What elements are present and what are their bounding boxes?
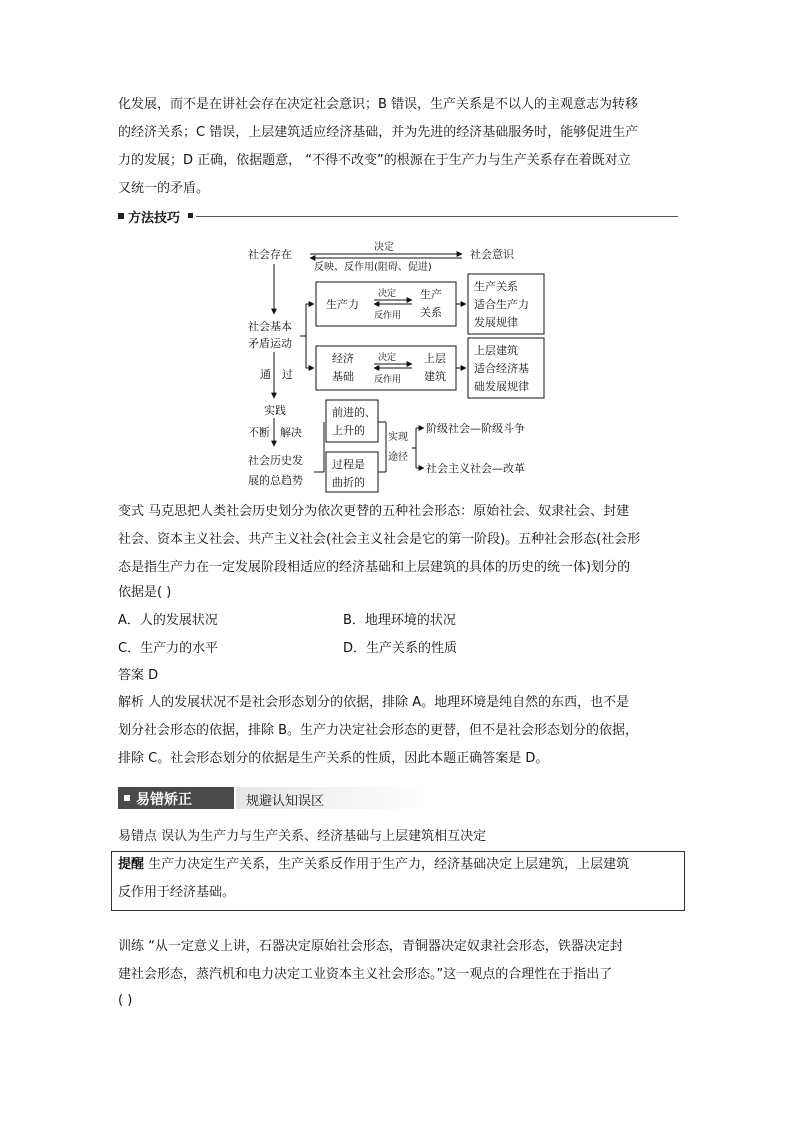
tortuous-2: 曲折的: [332, 476, 365, 489]
method-diagram: [240, 238, 560, 496]
banner-sub-label: 规避认知误区: [246, 794, 325, 809]
constantly-label: 不断: [248, 426, 270, 439]
tip-line-2: 反作用于经济基础。: [118, 885, 236, 900]
social-consciousness-label: 社会意识: [470, 248, 514, 261]
react-small-1: 反作用: [374, 311, 402, 321]
intro-line-1: 化发展，而不是在讲社会存在决定社会意识；B 错误，生产关系是不以人的主观意志为转移: [118, 97, 639, 112]
productive-forces-label: 生产力: [326, 298, 359, 311]
option-b: B．地理环境的状况: [343, 613, 456, 628]
variant-line-4: 依据是( ): [118, 585, 172, 600]
law2-1: 上层建筑: [474, 344, 518, 357]
method-section-header: [118, 207, 678, 225]
realize-1: 实现: [388, 432, 408, 443]
practice-label: 实践: [264, 404, 286, 417]
answer-line: 答案 D: [118, 668, 159, 683]
tip-line-1: [118, 856, 629, 874]
super-2: 建筑: [424, 370, 446, 383]
tortuous-1: 过程是: [332, 458, 365, 471]
law1-3: 发展规律: [474, 316, 518, 329]
banner-sub: [236, 787, 430, 809]
tip-box: [111, 851, 685, 911]
training-line-3: ( ): [118, 993, 133, 1008]
header-rule: [196, 216, 678, 217]
training-line-1: 训练 “从一定意义上讲，石器决定原始社会形态，青铜器决定奴隶社会形态，铁器决定封: [118, 939, 623, 954]
tip-text-1: 生产力决定生产关系，生产关系反作用于生产力，经济基础决定上层建筑，上层建筑: [144, 857, 630, 872]
law2-3: 础发展规律: [474, 380, 529, 393]
decide-small-1: 决定: [378, 289, 397, 299]
through-1: 通: [260, 368, 271, 381]
class-society-label: 阶级社会—阶级斗争: [426, 422, 525, 435]
explanation-line-2: 划分社会形态的依据，排除 B。生产力决定社会形态的更替，但不是社会形态划分的依据，: [118, 723, 639, 738]
social-existence-label: 社会存在: [248, 248, 292, 261]
react-small-2: 反作用: [374, 375, 402, 385]
intro-line-2: 的经济关系；C 错误，上层建筑适应经济基础，并为先进的经济基础服务时，能够促进生产: [118, 125, 639, 140]
method-title: 方法技巧: [128, 211, 181, 226]
decides-label: 决定: [374, 242, 394, 253]
law2-2: 适合经济基: [474, 362, 529, 375]
explanation-line-3: 排除 C。社会形态划分的依据是生产关系的性质，因此本题正确答案是 D。: [118, 751, 549, 766]
production-rel-2: 关系: [420, 306, 442, 319]
econ-base-1: 经济: [332, 352, 354, 365]
mistake-banner: [118, 787, 430, 809]
econ-base-2: 基础: [332, 370, 354, 383]
through-2: 过: [282, 368, 293, 381]
basic-contradiction-2: 矛盾运动: [248, 337, 292, 350]
trend-2: 展的总趋势: [248, 474, 303, 487]
law1-1: 生产关系: [474, 280, 518, 293]
decide-small-2: 决定: [378, 353, 397, 363]
mistake-point: 易错点 误认为生产力与生产关系、经济基础与上层建筑相互决定: [118, 829, 487, 844]
variant-line-3: 态是指生产力在一定发展阶段相适应的经济基础和上层建筑的具体的历史的统一体)划分的: [118, 560, 631, 575]
training-line-2: 建社会形态，蒸汽机和电力决定工业资本主义社会形态。”这一观点的合理性在于指出了: [118, 967, 613, 982]
intro-line-3: 力的发展；D 正确，依据题意， “不得不改变”的根源在于生产力与生产关系存在着既对立: [118, 153, 631, 168]
super-1: 上层: [424, 352, 446, 365]
socialist-society-label: 社会主义社会—改革: [426, 462, 525, 475]
variant-line-2: 社会、资本主义社会、共产主义社会(社会主义社会是它的第一阶段)。五种社会形态(社会形: [118, 532, 641, 547]
explanation-line-1: 解析 人的发展状况不是社会形态划分的依据，排除 A。地理环境是纯自然的东西，也不是: [118, 695, 630, 710]
progressive-2: 上升的: [332, 424, 365, 437]
realize-2: 途径: [388, 452, 408, 463]
banner-main-label: 易错矫正: [136, 792, 192, 808]
progressive-1: 前进的、: [332, 406, 376, 419]
square-bullet-icon: [124, 795, 130, 801]
trend-1: 社会历史发: [248, 454, 303, 467]
option-d: D．生产关系的性质: [343, 641, 458, 656]
solve-label: 解决: [280, 426, 302, 439]
square-bullet-icon: [188, 213, 193, 218]
law1-2: 适合生产力: [474, 298, 529, 311]
intro-line-4: 又统一的矛盾。: [118, 181, 210, 196]
tip-label: 提醒: [118, 857, 145, 872]
reacts-label: 反映、反作用(阻碍、促进): [314, 262, 432, 273]
option-c: C．生产力的水平: [118, 641, 219, 656]
basic-contradiction-1: 社会基本: [248, 320, 292, 333]
variant-line-1: 变式 马克思把人类社会历史划分为依次更替的五种社会形态：原始社会、奴隶社会、封建: [118, 504, 630, 519]
banner-main: [118, 787, 234, 809]
square-bullet-icon: [118, 213, 124, 219]
option-a: A．人的发展状况: [118, 613, 218, 628]
production-rel-1: 生产: [420, 288, 442, 301]
